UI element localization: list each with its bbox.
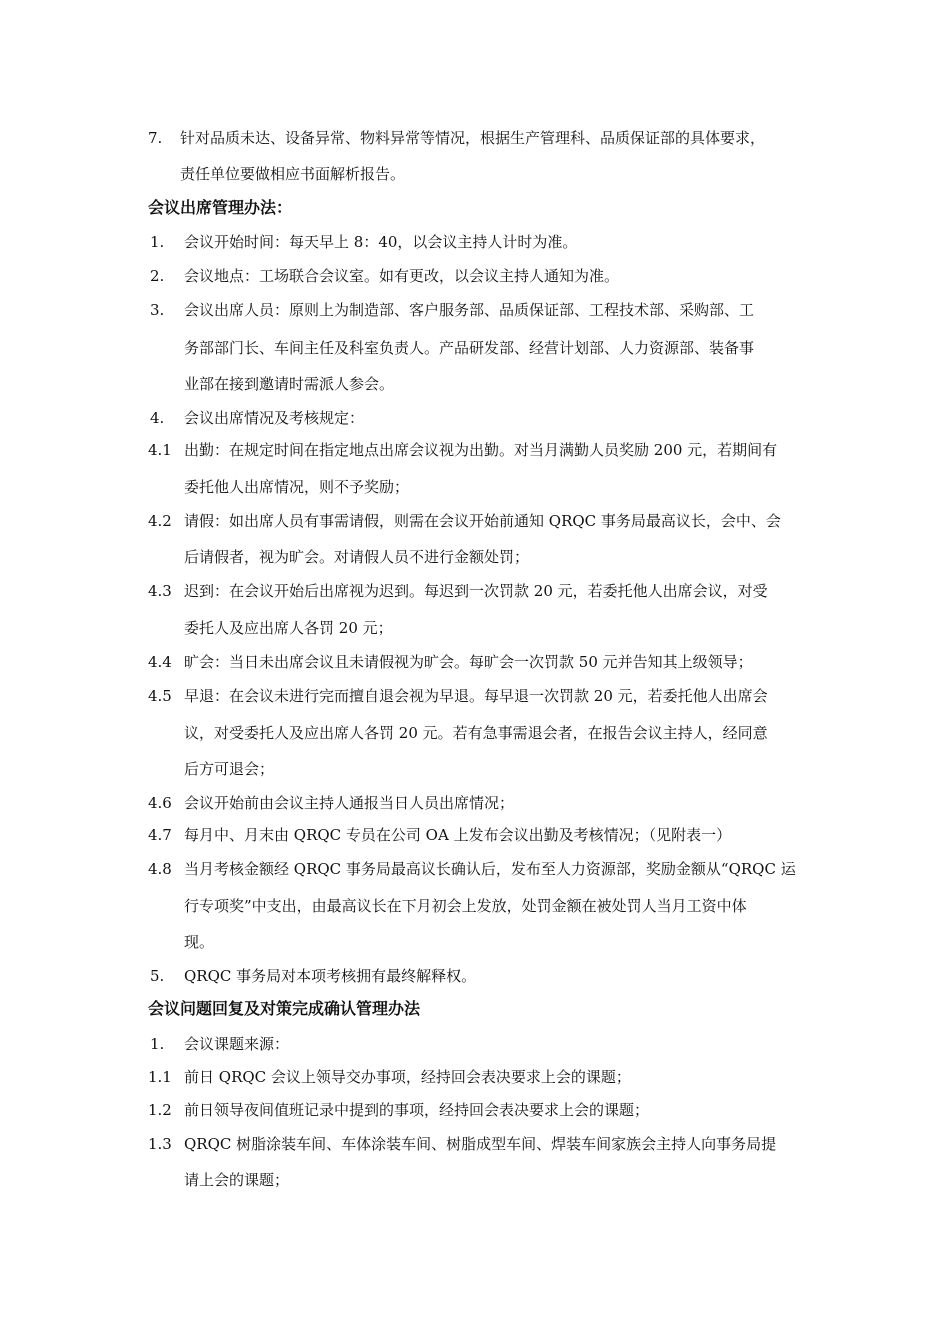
item-text-line: 前日 QRQC 会议上领导交办事项，经持回会表决要求上会的课题；: [184, 1068, 631, 1086]
item-text-line: 请上会的课题；: [184, 1171, 290, 1189]
item-text-line: 业部在接到邀请时需派人参会。: [184, 375, 395, 393]
item-text-line: 后方可退会；: [184, 760, 275, 778]
section-heading-issue-response: 会议问题回复及对策完成确认管理办法: [148, 999, 421, 1018]
item-text-line: 针对品质未达、设备异常、物料异常等情况，根据生产管理科、品质保证部的具体要求，: [180, 129, 766, 147]
item-text-line: 当月考核金额经 QRQC 事务局最高议长确认后，发布至人力资源部，奖励金额从“QRQC 运: [184, 860, 796, 878]
item-text-line: 会议出席情况及考核规定：: [184, 409, 365, 427]
item-text-line: 请假：如出席人员有事需请假，则需在会议开始前通知 QRQC 事务局最高议长，会中、会: [184, 512, 781, 530]
item-text-line: 责任单位要做相应书面解析报告。: [180, 165, 406, 183]
item-text-line: 出勤：在规定时间在指定地点出席会议视为出勤。对当月满勤人员奖励 200 元，若期间有: [184, 441, 778, 459]
item-text-line: 务部部门长、车间主任及科室负责人。产品研发部、经营计划部、人力资源部、装备事: [184, 339, 755, 357]
item-number: 4.2: [148, 512, 172, 530]
item-text-line: 会议开始前由会议主持人通报当日人员出席情况；: [184, 794, 515, 812]
item-number: 1.1: [148, 1068, 172, 1086]
item-number: 1.2: [148, 1101, 172, 1119]
item-number: 1.: [150, 1035, 165, 1053]
item-text-line: 会议出席人员：原则上为制造部、客户服务部、品质保证部、工程技术部、采购部、工: [184, 301, 755, 319]
item-text-line: 早退：在会议未进行完而擅自退会视为早退。每早退一次罚款 20 元，若委托他人出席会: [184, 687, 768, 705]
item-number: 5.: [150, 967, 165, 985]
item-text-line: 迟到：在会议开始后出席视为迟到。每迟到一次罚款 20 元，若委托他人出席会议，对受: [184, 582, 768, 600]
item-number: 2.: [150, 267, 165, 285]
section-heading-attendance: 会议出席管理办法：: [148, 198, 293, 217]
item-number: 1.: [150, 233, 165, 251]
item-number: 4.3: [148, 582, 172, 600]
item-text-line: 会议开始时间：每天早上 8：40，以会议主持人计时为准。: [184, 233, 578, 251]
item-number: 4.8: [148, 860, 172, 878]
item-text-line: 前日领导夜间值班记录中提到的事项，经持回会表决要求上会的课题；: [184, 1101, 650, 1119]
item-number: 4.4: [148, 653, 172, 671]
item-text-line: 旷会：当日未出席会议且未请假视为旷会。每旷会一次罚款 50 元并告知其上级领导；: [184, 653, 753, 671]
item-text-line: 委托他人出席情况，则不予奖励；: [184, 478, 410, 496]
item-number: 4.1: [148, 441, 172, 459]
item-text-line: 会议地点：工场联合会议室。如有更改，以会议主持人通知为准。: [184, 267, 620, 285]
item-number: 7.: [148, 129, 163, 147]
item-text-line: 后请假者，视为旷会。对请假人员不进行金额处罚；: [184, 548, 530, 566]
item-number: 4.7: [148, 826, 172, 844]
item-text-line: 每月中、月末由 QRQC 专员在公司 OA 上发布会议出勤及考核情况；（见附表一）: [184, 826, 732, 844]
item-text-line: QRQC 事务局对本项考核拥有最终解释权。: [184, 967, 477, 985]
item-text-line: 议，对受委托人及应出席人各罚 20 元。若有急事需退会者，在报告会议主持人，经同意: [184, 724, 768, 742]
item-text-line: 会议课题来源：: [184, 1035, 290, 1053]
item-number: 1.3: [148, 1135, 172, 1153]
item-text-line: 现。: [184, 933, 215, 951]
item-number: 4.6: [148, 794, 172, 812]
item-number: 4.5: [148, 687, 172, 705]
item-text-line: 行专项奖”中支出，由最高议长在下月初会上发放，处罚金额在被处罚人当月工资中体: [184, 897, 747, 915]
item-text-line: 委托人及应出席人各罚 20 元；: [184, 619, 393, 637]
item-number: 4.: [150, 409, 165, 427]
item-text-line: QRQC 树脂涂装车间、车体涂装车间、树脂成型车间、焊装车间家族会主持人向事务局提: [184, 1135, 777, 1153]
item-number: 3.: [150, 301, 165, 319]
